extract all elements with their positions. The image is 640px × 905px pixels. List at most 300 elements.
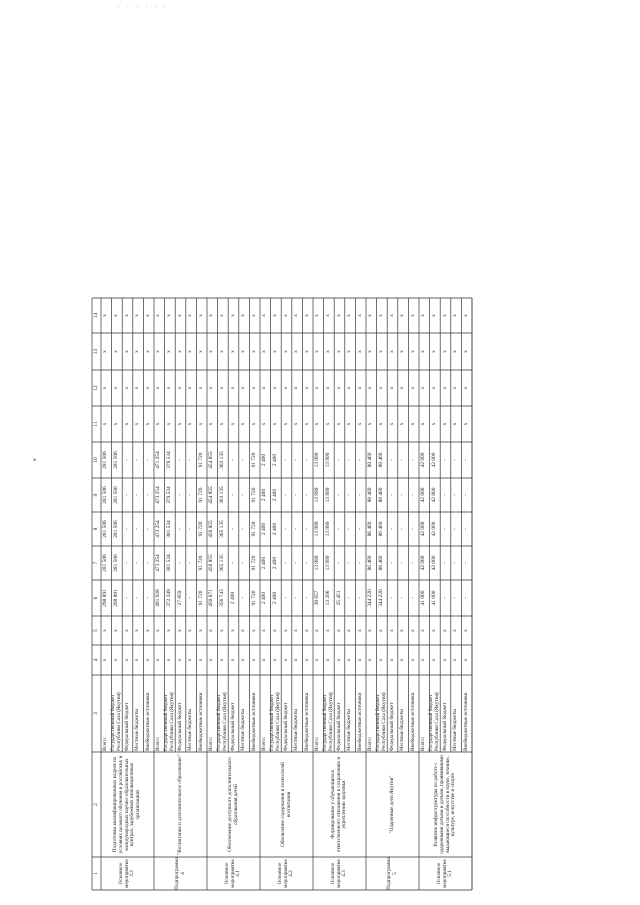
value-cell: - (452, 597, 459, 599)
value-cell: - (293, 562, 300, 564)
value-cell: x (409, 386, 416, 390)
value-cell: x (165, 350, 172, 353)
value-cell: x (197, 422, 204, 426)
value-cell: x (452, 422, 459, 426)
value-cell: 471 254 (155, 451, 162, 469)
funding-source-cell: Государственный бюджет Республики Саха (Якутия) (110, 692, 122, 751)
value-cell: x (409, 629, 416, 632)
value-cell: x (335, 658, 342, 662)
value-cell: x (388, 629, 395, 632)
value-cell: x (356, 629, 363, 632)
value-cell: 13 999 (314, 555, 321, 571)
value-cell: x (377, 422, 384, 426)
value-cell: x (144, 422, 151, 426)
funding-source-cell: Местные бюджеты (134, 709, 141, 751)
value-cell: 42 000 (430, 452, 437, 468)
value-cell: x (229, 386, 236, 390)
value-cell: x (240, 658, 247, 662)
funding-source-cell: Всего: (208, 736, 215, 751)
value-cell: x (187, 658, 194, 662)
value-cell: x (176, 314, 183, 317)
value-cell: x (176, 629, 183, 632)
value-cell: x (430, 350, 437, 353)
value-cell: x (261, 314, 268, 317)
value-cell: - (229, 528, 236, 530)
value-cell: x (314, 658, 321, 662)
value-cell: x (335, 350, 342, 353)
value-cell: x (208, 658, 215, 662)
value-cell: x (452, 386, 459, 390)
value-cell: 281 506 (112, 486, 119, 504)
value-cell: x (112, 314, 119, 317)
value-cell: 13 999 (324, 555, 331, 571)
value-cell: x (314, 350, 321, 353)
funding-source-cell: Внебюджетные источники (462, 692, 469, 751)
value-cell: x (377, 629, 384, 632)
value-cell: x (303, 314, 310, 317)
value-cell: x (218, 658, 225, 662)
value-cell: - (409, 459, 416, 461)
value-cell: x (399, 314, 406, 317)
value-cell: x (367, 314, 374, 317)
value-cell: x (409, 350, 416, 353)
value-cell: x (409, 422, 416, 426)
value-cell: x (208, 386, 215, 390)
value-cell: - (335, 528, 342, 530)
value-cell: x (346, 658, 353, 662)
value-cell: x (346, 314, 353, 317)
funding-source-cell: Всего: (261, 736, 268, 751)
program-code-cell: Подпрограмма 5 (385, 857, 398, 890)
value-cell: 42 000 (420, 521, 427, 537)
value-cell: - (356, 562, 363, 564)
value-cell: - (293, 528, 300, 530)
value-cell: x (229, 422, 236, 426)
value-cell: 473 254 (155, 486, 162, 504)
value-cell: - (144, 562, 151, 564)
value-cell: x (441, 658, 448, 662)
value-cell: 38 657 (314, 590, 321, 606)
value-cell: 454 855 (208, 486, 215, 504)
value-cell: x (346, 422, 353, 426)
value-cell: x (187, 350, 194, 353)
value-cell: 298 891 (112, 589, 119, 607)
value-cell: x (388, 386, 395, 390)
rotated-table (92, 35, 632, 890)
value-cell: - (441, 528, 448, 530)
value-cell: 86 460 (377, 521, 384, 537)
value-cell: x (229, 314, 236, 317)
value-cell: - (303, 528, 310, 530)
value-cell: 454 855 (208, 451, 215, 469)
value-cell: 381 534 (165, 520, 172, 538)
value-cell: x (155, 386, 162, 390)
value-cell: x (282, 658, 289, 662)
program-code-cell: Основное мероприятие 3.3 (118, 859, 136, 888)
value-cell: - (388, 459, 395, 461)
value-cell: - (452, 562, 459, 564)
value-cell: - (229, 562, 236, 564)
value-cell: 13 206 (324, 590, 331, 606)
value-cell: x (399, 658, 406, 662)
value-cell: x (240, 629, 247, 632)
value-cell: 13 999 (324, 452, 331, 468)
value-cell: 88 460 (367, 487, 374, 503)
value-cell: 381 534 (165, 554, 172, 572)
value-cell: x (430, 386, 437, 390)
value-cell: - (346, 528, 353, 530)
value-cell: x (155, 422, 162, 426)
value-cell: x (112, 629, 119, 632)
value-cell: x (134, 350, 141, 353)
value-cell: - (176, 494, 183, 496)
value-cell: x (324, 658, 331, 662)
value-cell: - (123, 562, 130, 564)
value-cell: x (144, 350, 151, 353)
value-cell: - (356, 597, 363, 599)
value-cell: x (335, 629, 342, 632)
program-title-cell: Обновление содержания и технологий воспитания (279, 762, 292, 847)
value-cell: x (462, 629, 469, 632)
value-cell: - (399, 528, 406, 530)
value-cell: - (452, 528, 459, 530)
header-cell: 8 (92, 527, 99, 531)
value-cell: - (176, 562, 183, 564)
value-cell: - (144, 528, 151, 530)
value-cell: 456 855 (208, 520, 215, 538)
value-cell: - (303, 597, 310, 599)
header-cell: 14 (92, 312, 99, 319)
value-cell: 473 254 (155, 520, 162, 538)
left-mark: * (33, 457, 37, 465)
value-cell: 281 506 (102, 520, 109, 538)
value-cell: 91 720 (250, 487, 257, 503)
funding-source-cell: Государственный бюджет Республики Саха (Якутия) (375, 692, 387, 751)
funding-source-cell: Местные бюджеты (452, 709, 459, 751)
value-cell: - (134, 459, 141, 461)
value-cell: 2 400 (261, 591, 268, 605)
value-cell: 41 000 (430, 590, 437, 606)
value-cell: x (155, 658, 162, 662)
program-code-cell: Основное мероприятие 4.1 (224, 859, 242, 888)
value-cell: x (399, 629, 406, 632)
funding-source-cell: Всего: (420, 736, 427, 751)
value-cell: x (335, 386, 342, 390)
header-cell: 1 (92, 872, 99, 875)
value-cell: x (229, 629, 236, 632)
value-cell: x (165, 658, 172, 662)
value-cell: x (346, 629, 353, 632)
value-cell: - (335, 459, 342, 461)
value-cell: x (420, 629, 427, 632)
value-cell: 365 135 (218, 520, 225, 538)
value-cell: x (134, 422, 141, 426)
value-cell: x (324, 629, 331, 632)
value-cell: - (123, 597, 130, 599)
value-cell: - (399, 494, 406, 496)
value-cell: x (420, 422, 427, 426)
value-cell: 91 720 (250, 452, 257, 468)
value-cell: x (293, 386, 300, 390)
value-cell: x (420, 314, 427, 317)
value-cell: - (282, 494, 289, 496)
value-cell: x (377, 350, 384, 353)
value-cell: - (399, 459, 406, 461)
value-cell: x (197, 350, 204, 353)
value-cell: 13 999 (324, 521, 331, 537)
value-cell: x (261, 629, 268, 632)
value-cell: x (218, 350, 225, 353)
value-cell: 473 254 (155, 554, 162, 572)
value-cell: x (293, 658, 300, 662)
value-cell: 13 999 (324, 487, 331, 503)
value-cell: x (282, 629, 289, 632)
value-cell: x (388, 658, 395, 662)
value-cell: 13 999 (314, 487, 321, 503)
value-cell: x (165, 422, 172, 426)
value-cell: x (155, 314, 162, 317)
value-cell: x (112, 350, 119, 353)
value-cell: 344 220 (377, 589, 384, 607)
value-cell: - (123, 528, 130, 530)
funding-source-cell: Местные бюджеты (240, 709, 247, 751)
value-cell: x (293, 629, 300, 632)
value-cell: - (134, 494, 141, 496)
value-cell: x (367, 386, 374, 390)
value-cell: x (155, 629, 162, 632)
value-cell: - (176, 459, 183, 461)
value-cell: x (409, 658, 416, 662)
value-cell: - (293, 459, 300, 461)
funding-source-cell: Внебюджетные источники (250, 692, 257, 751)
value-cell: - (282, 562, 289, 564)
value-cell: 281 506 (102, 486, 109, 504)
value-cell: x (399, 350, 406, 353)
value-cell: x (144, 658, 151, 662)
funding-source-cell: Местные бюджеты (346, 709, 353, 751)
value-cell: x (271, 658, 278, 662)
funding-source-cell: Всего: (102, 736, 109, 751)
value-cell: - (176, 528, 183, 530)
value-cell: 2 400 (271, 522, 278, 536)
header-cell: 13 (92, 348, 99, 355)
value-cell: 363 135 (218, 451, 225, 469)
value-cell: - (240, 528, 247, 530)
value-cell: - (134, 597, 141, 599)
value-cell: x (250, 314, 257, 317)
value-cell: - (187, 494, 194, 496)
value-cell: x (346, 350, 353, 353)
value-cell: x (134, 658, 141, 662)
value-cell: - (388, 562, 395, 564)
value-cell: - (229, 494, 236, 496)
value-cell: x (452, 314, 459, 317)
value-cell: 42 000 (430, 555, 437, 571)
value-cell: 2 400 (271, 488, 278, 502)
value-cell: x (197, 314, 204, 317)
value-cell: x (388, 350, 395, 353)
value-cell: 86 460 (367, 521, 374, 537)
value-cell: x (293, 350, 300, 353)
funding-source-cell: Федеральный бюджет (335, 702, 342, 751)
value-cell: - (240, 562, 247, 564)
value-cell: - (144, 494, 151, 496)
value-cell: x (250, 386, 257, 390)
value-cell: - (462, 597, 469, 599)
funding-source-cell: Федеральный бюджет (229, 702, 236, 751)
value-cell: x (229, 658, 236, 662)
header-cell: 2 (92, 803, 99, 806)
value-cell: x (261, 386, 268, 390)
value-cell: x (335, 314, 342, 317)
program-title-cell: Развитие инфраструктуры по работе с одаренными детьми и детьми, проявившими выдающиеся способности в науке, технике, культуре, искусстве и спорте (433, 755, 457, 854)
value-cell: x (430, 422, 437, 426)
value-cell: 91 720 (197, 555, 204, 571)
value-cell: x (409, 314, 416, 317)
value-cell: - (293, 494, 300, 496)
value-cell: x (250, 350, 257, 353)
value-cell: 86 460 (377, 555, 384, 571)
value-cell: - (388, 494, 395, 496)
value-cell: - (240, 494, 247, 496)
value-cell: - (388, 528, 395, 530)
value-cell: x (144, 314, 151, 317)
value-cell: x (282, 314, 289, 317)
value-cell: 456 855 (208, 554, 215, 572)
header-cell: 6 (92, 596, 99, 600)
value-cell: - (282, 597, 289, 599)
value-cell: 2 408 (229, 591, 236, 605)
header-cell: 11 (92, 421, 99, 427)
value-cell: 2 400 (261, 522, 268, 536)
value-cell: - (409, 597, 416, 599)
value-cell: x (134, 314, 141, 317)
value-cell: 42 000 (420, 555, 427, 571)
value-cell: x (430, 658, 437, 662)
value-cell: x (102, 629, 109, 632)
value-cell: - (388, 597, 395, 599)
value-cell: - (282, 459, 289, 461)
value-cell: 91 720 (197, 521, 204, 537)
value-cell: x (335, 422, 342, 426)
value-cell: - (441, 459, 448, 461)
value-cell: x (176, 422, 183, 426)
value-cell: x (165, 629, 172, 632)
value-cell: x (324, 314, 331, 317)
value-cell: 491 928 (155, 589, 162, 607)
value-cell: x (123, 658, 130, 662)
value-cell: x (261, 658, 268, 662)
value-cell: - (187, 528, 194, 530)
value-cell: - (346, 459, 353, 461)
header-cell: 9 (92, 493, 99, 497)
value-cell: - (441, 562, 448, 564)
value-cell: x (282, 386, 289, 390)
value-cell: x (165, 314, 172, 317)
value-cell: 2 400 (261, 556, 268, 570)
value-cell: - (409, 494, 416, 496)
funding-source-cell: Местные бюджеты (187, 709, 194, 751)
funding-source-cell: Всего: (367, 736, 374, 751)
value-cell: x (208, 629, 215, 632)
value-cell: x (462, 314, 469, 317)
value-cell: - (452, 494, 459, 496)
value-cell: - (356, 528, 363, 530)
value-cell: 86 460 (367, 555, 374, 571)
value-cell: x (250, 422, 257, 426)
value-cell: x (377, 658, 384, 662)
program-title-cell: "Воспитание и дополнительное образование" (176, 754, 183, 855)
value-cell: - (356, 494, 363, 496)
value-cell: x (240, 314, 247, 317)
value-cell: x (303, 658, 310, 662)
value-cell: x (430, 629, 437, 632)
value-cell: - (356, 459, 363, 461)
value-cell: x (271, 314, 278, 317)
value-cell: - (399, 562, 406, 564)
funding-source-cell: Всего: (314, 736, 321, 751)
funding-source-cell: Федеральный бюджет (282, 702, 289, 751)
value-cell: x (240, 350, 247, 353)
value-cell: 42 000 (420, 487, 427, 503)
value-cell: 2 400 (271, 453, 278, 467)
value-cell: - (462, 528, 469, 530)
value-cell: 365 135 (218, 554, 225, 572)
value-cell: 2 400 (261, 453, 268, 467)
value-cell: 88 460 (377, 452, 384, 468)
value-cell: x (102, 658, 109, 662)
value-cell: x (102, 422, 109, 426)
value-cell: x (229, 350, 236, 353)
value-cell: - (282, 528, 289, 530)
value-cell: 91 720 (250, 590, 257, 606)
value-cell: x (346, 386, 353, 390)
value-cell: 91 720 (197, 590, 204, 606)
value-cell: x (462, 422, 469, 426)
value-cell: x (303, 386, 310, 390)
value-cell: x (218, 629, 225, 632)
header-cell: 4 (92, 658, 99, 662)
value-cell: x (102, 350, 109, 353)
program-title-cell: Обеспечение доступного дополнительного образования детей (226, 757, 239, 852)
funding-source-cell: Федеральный бюджет (176, 702, 183, 751)
program-code-cell: Основное мероприятие 4.2 (277, 859, 295, 888)
value-cell: 363 135 (218, 486, 225, 504)
value-cell: - (399, 597, 406, 599)
value-cell: x (197, 386, 204, 390)
value-cell: x (367, 422, 374, 426)
value-cell: - (303, 494, 310, 496)
header-cell: 7 (92, 561, 99, 565)
value-cell: x (441, 422, 448, 426)
value-cell: 2 400 (261, 488, 268, 502)
value-cell: - (303, 562, 310, 564)
value-cell: x (218, 422, 225, 426)
funding-source-cell: Государственный бюджет Республики Саха (Якутия) (269, 692, 281, 751)
value-cell: x (314, 314, 321, 317)
value-cell: x (176, 350, 183, 353)
funding-source-cell: Федеральный бюджет (123, 702, 130, 751)
value-cell: x (197, 658, 204, 662)
value-cell: 41 000 (420, 590, 427, 606)
funding-source-cell: Государственный бюджет Республики Саха (Якутия) (322, 692, 334, 751)
value-cell: x (293, 422, 300, 426)
value-cell: x (399, 422, 406, 426)
value-cell: x (123, 422, 130, 426)
value-cell: x (112, 386, 119, 390)
value-cell: x (123, 386, 130, 390)
value-cell: x (208, 350, 215, 353)
